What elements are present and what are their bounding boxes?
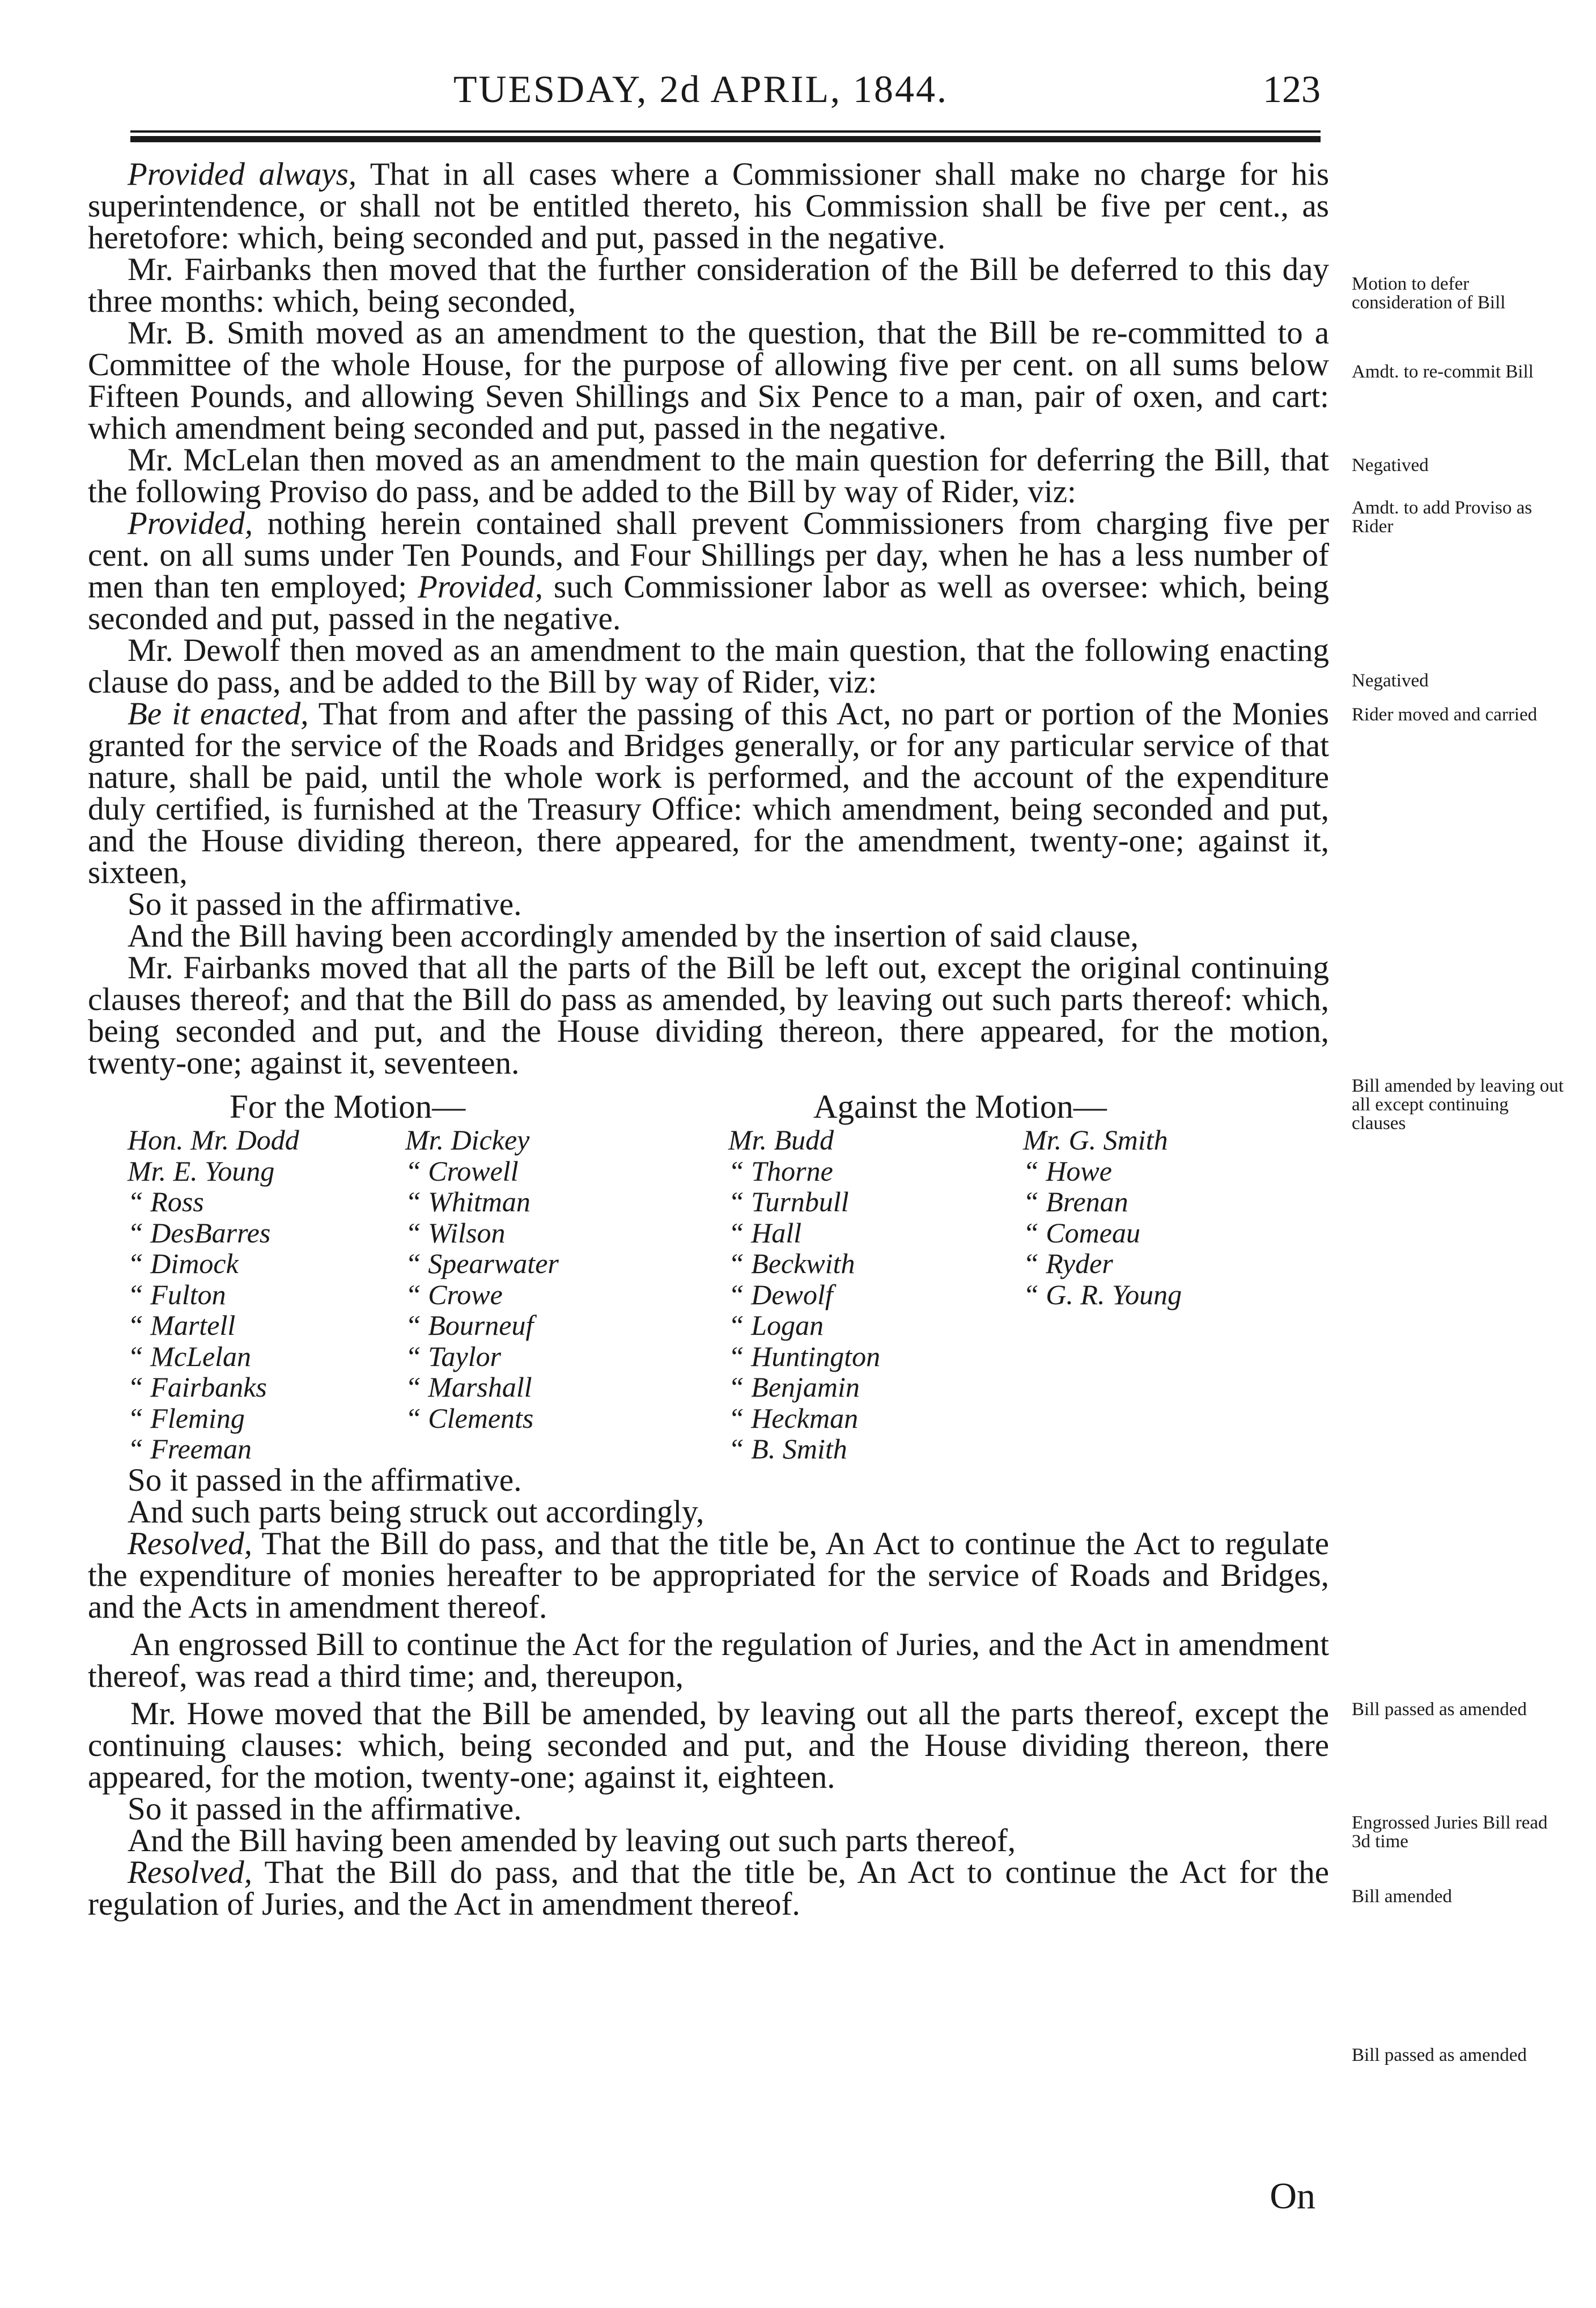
- paragraph: So it passed in the affirmative.: [128, 1791, 522, 1827]
- member-name: “ Benjamin: [728, 1371, 860, 1403]
- margin-note: Bill amended by leaving out all except continuing clauses: [1352, 1076, 1564, 1134]
- member-name: “ Ryder: [1023, 1248, 1113, 1279]
- member-name: “ Fulton: [128, 1278, 226, 1310]
- paragraph: [88, 1528, 1329, 1623]
- member-name: “ Freeman: [128, 1433, 252, 1465]
- paragraph: [88, 698, 1329, 889]
- division-list: [88, 1125, 1329, 1465]
- member-name: “ Whitman: [405, 1186, 530, 1217]
- member-name: Mr. G. Smith: [1023, 1124, 1168, 1156]
- division-headings: [88, 1088, 1329, 1125]
- paragraph: [88, 156, 1330, 256]
- paragraph-text: such Commissioner labor as well as oversee: which, being seconded and put, passed in the negative.: [88, 569, 1329, 637]
- italic-lead: Provided,: [417, 569, 544, 605]
- margin-note: Bill passed as amended: [1352, 1699, 1527, 1720]
- member-name: “ Wilson: [405, 1216, 506, 1249]
- member-name: “ Ross: [128, 1186, 204, 1217]
- paragraph: An engrossed Bill to continue the Act for the regulation of Juries, and the Act in amendment thereof, was read a third time; and, thereupon,: [88, 1627, 1329, 1694]
- against-column-1: [728, 1125, 880, 1465]
- paragraph: Mr. Howe moved that the Bill be amended, by leaving out all the parts thereof, except the continuing clauses: which, being seconded and put, and the House dividing thereon, there appeared, for the motion, twenty-one; against it, eighteen.: [88, 1696, 1329, 1795]
- member-name: “ Huntington: [728, 1340, 881, 1372]
- margin-note: Negatived: [1352, 671, 1429, 691]
- member-name: “ Crowe: [405, 1278, 503, 1310]
- paragraph-text: That the Bill do pass, and that the title be, An Act to continue the Act for the regulation of Juries, and the Act in amendment thereof.: [88, 1855, 1329, 1922]
- paragraph: And the Bill having been accordingly amended by the insertion of said clause,: [128, 918, 1139, 954]
- paragraph: Mr. Fairbanks moved that all the parts of the Bill be left out, except the original continuing clauses thereof; and that the Bill do pass as amended, by leaving out such parts thereof: which, being seconded and put, and the House dividing thereon, there appeared, for the motion, twenty-one; against it, seventeen.: [88, 950, 1329, 1081]
- italic-lead: Resolved,: [128, 1855, 252, 1890]
- margin-note: Negatived: [1352, 455, 1429, 476]
- member-name: “ Bourneuf: [405, 1309, 534, 1341]
- member-name: “ Fleming: [128, 1402, 245, 1434]
- member-name: “ McLelan: [128, 1340, 252, 1372]
- member-name: “ Logan: [728, 1309, 824, 1341]
- member-name: “ Dewolf: [728, 1278, 833, 1310]
- paragraph-text: That in all cases where a Commissioner shall make no charge for his superintendence, or shall not be entitled thereto, his Commission shall be five per cent., as heretofore: which, being seconded and put, passed in the negative.: [88, 156, 1330, 256]
- against-column-2: [1023, 1125, 1182, 1310]
- member-name: “ DesBarres: [128, 1216, 271, 1249]
- paragraph: And the Bill having been amended by leaving out such parts thereof,: [128, 1823, 1016, 1859]
- italic-lead: Be it enacted,: [128, 696, 309, 732]
- for-column-1: [128, 1125, 299, 1465]
- header-rule-thin: [130, 130, 1321, 133]
- member-name: “ Comeau: [1023, 1216, 1140, 1249]
- member-name: “ Marshall: [405, 1371, 532, 1403]
- paragraph: Mr. Dewolf then moved as an amendment to the main question, that the following enacting clause do pass, and be added to the Bill by way of Rider, viz:: [88, 633, 1329, 700]
- against-heading: Against the Motion—: [813, 1088, 1107, 1125]
- member-name: Mr. Budd: [728, 1124, 834, 1156]
- member-name: “ Fairbanks: [128, 1371, 267, 1403]
- member-name: “ Martell: [128, 1309, 236, 1341]
- member-name: “ Turnbull: [728, 1186, 849, 1217]
- member-name: “ Dimock: [128, 1248, 239, 1279]
- member-name: “ Hall: [728, 1216, 802, 1249]
- member-name: Mr. E. Young: [128, 1155, 275, 1187]
- paragraph-text: That the Bill do pass, and that the title be, An Act to continue the Act to regulate the expenditure of monies hereafter to be appropriated for the service of Roads and Bridges, and the Acts in amendment thereof.: [88, 1526, 1329, 1625]
- italic-lead: Provided,: [128, 506, 253, 541]
- member-name: “ Beckwith: [728, 1248, 855, 1279]
- paragraph: Mr. McLelan then moved as an amendment to the main question for deferring the Bill, that the following Proviso do pass, and be added to the Bill by way of Rider, viz:: [88, 442, 1329, 510]
- header-rule-thick: [130, 136, 1321, 142]
- journal-body: [88, 156, 1330, 1922]
- member-name: “ Spearwater: [405, 1248, 559, 1279]
- margin-note: Engrossed Juries Bill read 3d time: [1352, 1813, 1548, 1852]
- margin-note: Bill passed as amended: [1352, 2045, 1527, 2065]
- member-name: Hon. Mr. Dodd: [128, 1124, 299, 1156]
- page-title: TUESDAY, 2d APRIL, 1844.: [453, 67, 949, 111]
- member-name: “ Heckman: [728, 1402, 859, 1434]
- margin-note: Rider moved and carried: [1352, 705, 1538, 725]
- page-number: 123: [1263, 67, 1321, 111]
- member-name: “ B. Smith: [728, 1433, 847, 1465]
- member-name: “ Thorne: [728, 1155, 833, 1187]
- member-name: “ Howe: [1023, 1155, 1112, 1187]
- italic-lead: Resolved,: [128, 1526, 252, 1562]
- member-name: “ Crowell: [405, 1155, 519, 1187]
- member-name: “ Clements: [405, 1402, 534, 1434]
- italic-lead: Provided always,: [128, 156, 357, 192]
- paragraph: So it passed in the affirmative.: [128, 886, 522, 922]
- member-name: “ Brenan: [1023, 1186, 1128, 1217]
- paragraph: [88, 508, 1329, 635]
- for-column-2: [405, 1125, 559, 1433]
- paragraph-text: That from and after the passing of this Act, no part or portion of the Monies granted for the service of the Roads and Bridges generally, or for any particular service of that nature, shall be paid, until the whole work is performed, and the account of the expenditure duly certified, is furnished at the Treasury Office: which amendment, being seconded and put, and the House dividing thereon, there appeared, for the amendment, twenty-one; against it, sixteen,: [88, 696, 1330, 890]
- paragraph: Mr. Fairbanks then moved that the further consideration of the Bill be deferred to this day three months: which, being seconded,: [88, 252, 1329, 319]
- member-name: “ G. R. Young: [1023, 1278, 1182, 1310]
- margin-note: Amdt. to re-commit Bill: [1352, 362, 1534, 382]
- paragraph: So it passed in the affirmative.: [128, 1462, 522, 1498]
- member-name: Mr. Dickey: [405, 1124, 530, 1156]
- paragraph: Mr. B. Smith moved as an amendment to the question, that the Bill be re-committed to a Committee of the whole House, for the purpose of allowing five per cent. on all sums below Fifteen Pounds, and allowing Seven Shillings and Six Pence to a man, pair of oxen, and cart: which amendment being seconded and put, passed in the negative.: [88, 315, 1329, 446]
- for-heading: For the Motion—: [230, 1088, 466, 1125]
- paragraph-text: nothing herein contained shall prevent Commissioners from charging five per cent. on all sums under Ten Pounds, and Four Shillings per day, when he has a less number of men than ten employed;: [88, 506, 1329, 605]
- paragraph: And such parts being struck out accordingly,: [128, 1494, 704, 1530]
- margin-note: Amdt. to add Proviso as Rider: [1352, 498, 1533, 537]
- margin-note: Motion to defer consideration of Bill: [1352, 274, 1506, 313]
- member-name: “ Taylor: [405, 1340, 502, 1372]
- page-header: [85, 62, 1321, 113]
- paragraph: [88, 1857, 1329, 1920]
- catchword: On: [1270, 2175, 1315, 2217]
- margin-note: Bill amended: [1352, 1886, 1452, 1907]
